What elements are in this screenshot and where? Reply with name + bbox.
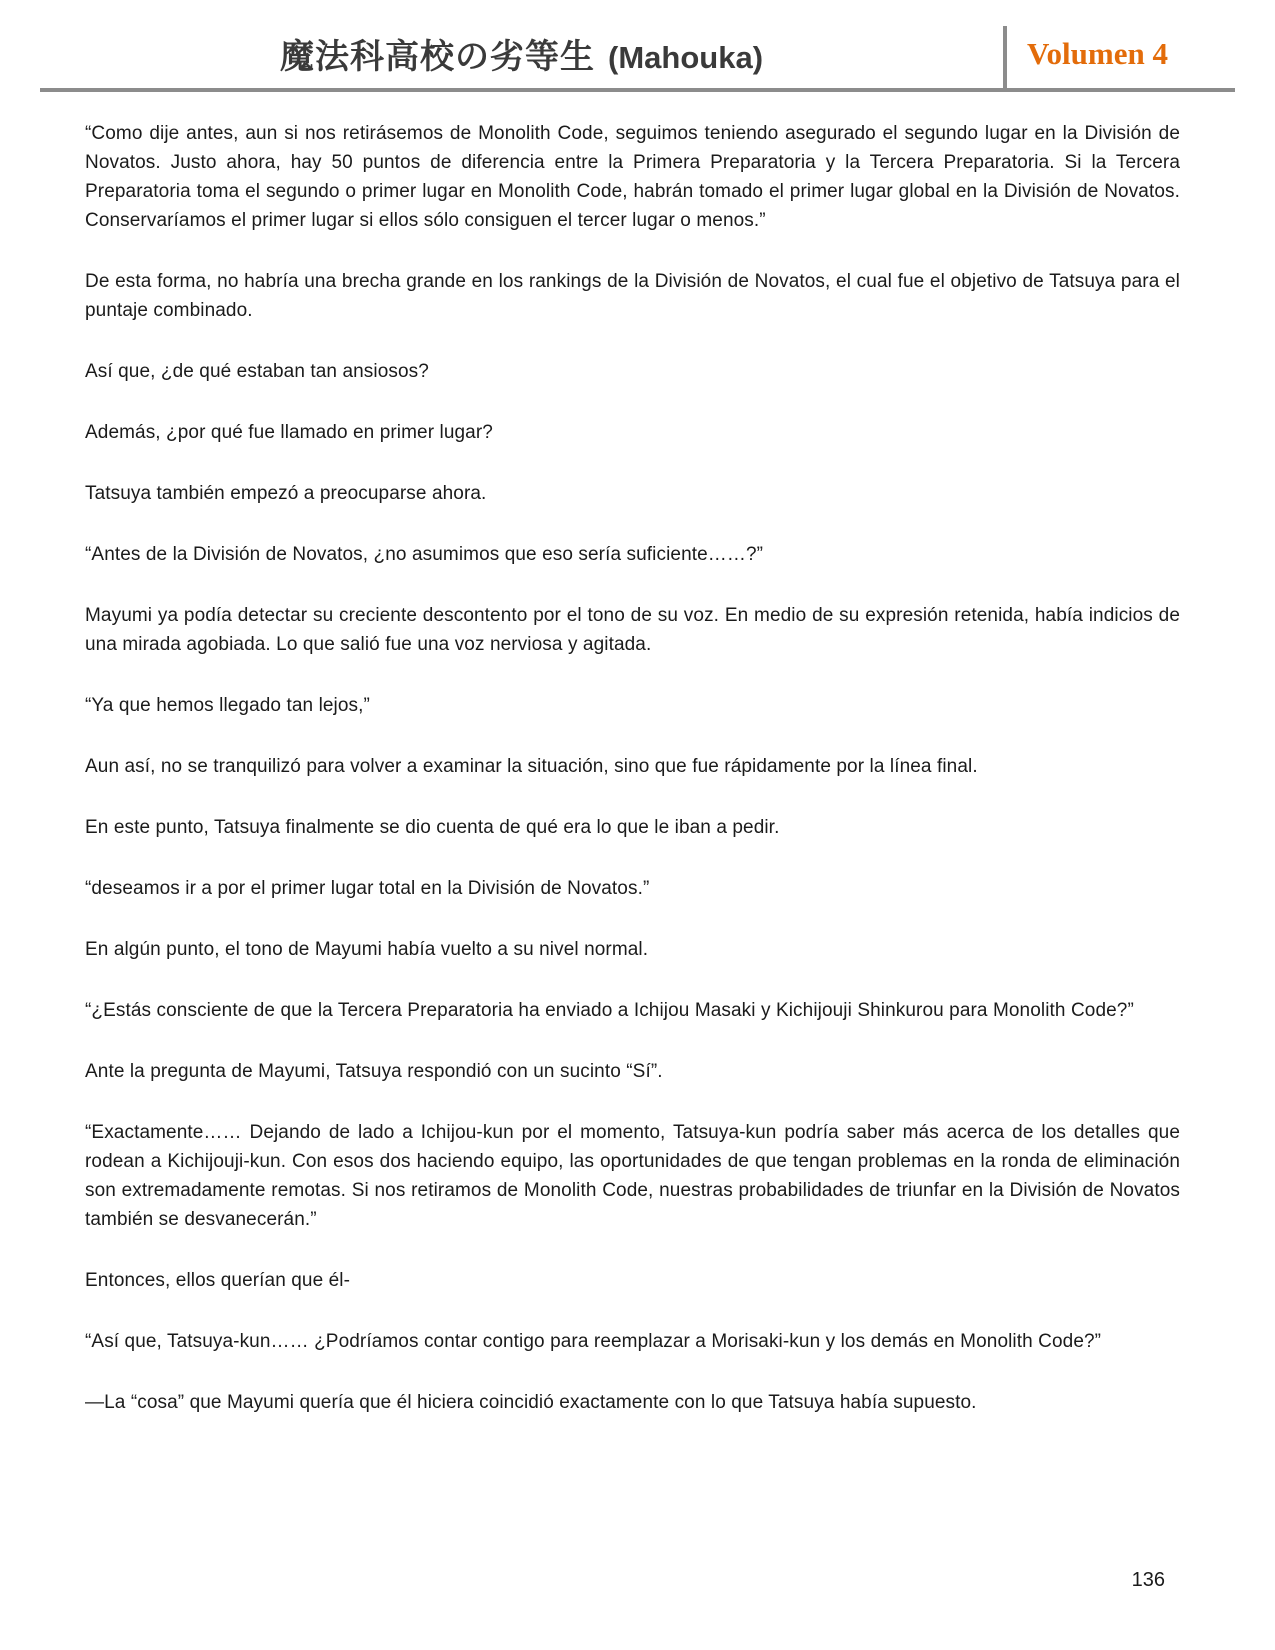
paragraph: “deseamos ir a por el primer lugar total en la División de Novatos.”: [85, 878, 650, 899]
paragraph: Tatsuya también empezó a preocuparse ahora.: [85, 483, 487, 504]
paragraph: Ante la pregunta de Mayumi, Tatsuya respondió con un sucinto “Sí”.: [85, 1061, 663, 1082]
paragraph: “Antes de la División de Novatos, ¿no asumimos que eso sería suficiente……?”: [85, 544, 764, 565]
body-text: [0, 92, 1275, 1417]
paragraph: “Así que, Tatsuya-kun…… ¿Podríamos contar contigo para reemplazar a Morisaki-kun y los demás en Monolith Code?”: [85, 1331, 1102, 1352]
paragraph: “Exactamente…… Dejando de lado a Ichijou-kun por el momento, Tatsuya-kun podría saber más acerca de los detalles que rodean a Kichijouji-kun. Con esos dos haciendo equipo, las oportunidades de que tengan problemas en la ronda de eliminación son extremadamente remotas. Si nos retiramos de Monolith Code, nuestras probabilidades de triunfar en la División de Novatos también se desvanecerán.”: [85, 1122, 1180, 1230]
document-title-latin: (Mahouka): [608, 40, 764, 75]
paragraph: De esta forma, no habría una brecha grande en los rankings de la División de Novatos, el cual fue el objetivo de Tatsuya para el puntaje combinado.: [85, 271, 1180, 321]
paragraph: “Como dije antes, aun si nos retirásemos de Monolith Code, seguimos teniendo asegurado el segundo lugar en la División de Novatos. Justo ahora, hay 50 puntos de diferencia entre la Primera Preparatoria y la Tercera Preparatoria. Si la Tercera Preparatoria toma el segundo o primer lugar en Monolith Code, habrán tomado el primer lugar global en la División de Novatos. Conservaríamos el primer lugar si ellos sólo consiguen el tercer lugar o menos.”: [85, 123, 1180, 231]
paragraph: En algún punto, el tono de Mayumi había vuelto a su nivel normal.: [85, 939, 649, 960]
volume-label: Volumen 4: [1027, 36, 1168, 71]
paragraph: Aun así, no se tranquilizó para volver a examinar la situación, sino que fue rápidamente por la línea final.: [85, 756, 978, 777]
paragraph: En este punto, Tatsuya finalmente se dio cuenta de qué era lo que le iban a pedir.: [85, 817, 780, 838]
document-title: [40, 29, 1003, 88]
paragraph: —La “cosa” que Mayumi quería que él hiciera coincidió exactamente con lo que Tatsuya había supuesto.: [85, 1392, 977, 1413]
paragraph: Además, ¿por qué fue llamado en primer lugar?: [85, 422, 493, 443]
paragraph: Mayumi ya podía detectar su creciente descontento por el tono de su voz. En medio de su expresión retenida, había indicios de una mirada agobiada. Lo que salió fue una voz nerviosa y agitada.: [85, 605, 1180, 655]
paragraph: “Ya que hemos llegado tan lejos,”: [85, 695, 370, 716]
paragraph: “¿Estás consciente de que la Tercera Preparatoria ha enviado a Ichijou Masaki y Kichijouji Shinkurou para Monolith Code?”: [85, 1000, 1134, 1021]
document-title-japanese: 魔法科高校の劣等生: [279, 39, 595, 76]
page-number: 136: [1131, 1569, 1165, 1591]
page-header: [40, 0, 1235, 92]
paragraph: Así que, ¿de qué estaban tan ansiosos?: [85, 361, 429, 382]
paragraph: Entonces, ellos querían que él-: [85, 1270, 351, 1291]
